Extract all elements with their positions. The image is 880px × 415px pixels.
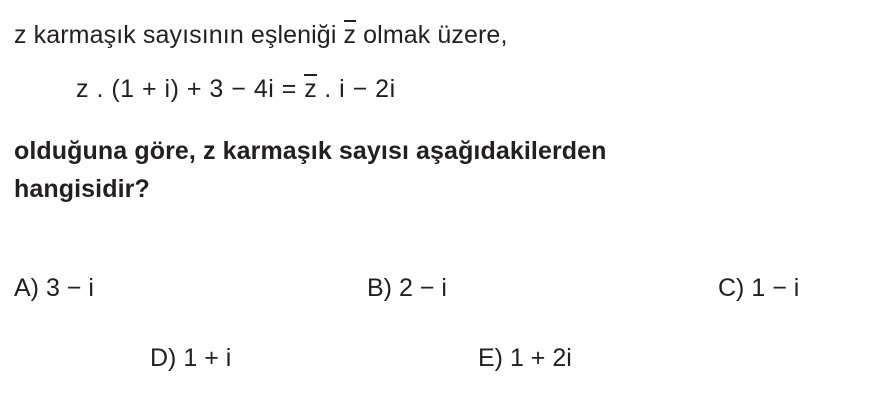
question-prompt <box>14 132 866 208</box>
choice-option-e[interactable] <box>478 342 572 374</box>
choice-option-b[interactable] <box>367 272 447 304</box>
equation-left-side: z . (1 + i) + 3 − 4i = <box>76 75 305 103</box>
choice-a-text: 3 − i <box>45 274 94 302</box>
equation-line <box>14 72 866 106</box>
choice-a-key: A) <box>14 274 39 302</box>
choice-option-d[interactable] <box>150 342 231 374</box>
intro-text-after: olmak üzere, <box>356 21 508 49</box>
conjugate-z-symbol: z <box>343 21 357 49</box>
choice-e-text: 1 + 2i <box>509 344 572 372</box>
prompt-line-2: hangisidir? <box>14 175 150 203</box>
choice-d-text: 1 + i <box>183 344 232 372</box>
choice-c-text: 1 − i <box>751 274 800 302</box>
choice-b-text: 2 − i <box>398 274 447 302</box>
choice-option-c[interactable] <box>718 272 799 304</box>
choice-option-a[interactable] <box>14 272 94 304</box>
intro-text-before: z karmaşık sayısının eşleniği <box>14 21 344 49</box>
choice-e-key: E) <box>478 344 503 372</box>
equation-conjugate-z-symbol: z <box>304 75 317 103</box>
choices-row-second <box>14 342 866 374</box>
question-intro-line <box>14 18 866 52</box>
choice-b-key: B) <box>367 274 392 302</box>
prompt-line-1: olduğuna göre, z karmaşık sayısı aşağıdakilerden <box>14 137 607 165</box>
choice-c-key: C) <box>718 274 745 302</box>
choice-d-key: D) <box>150 344 177 372</box>
choices-row-first <box>14 272 866 304</box>
equation-right-side: . i − 2i <box>316 75 396 103</box>
